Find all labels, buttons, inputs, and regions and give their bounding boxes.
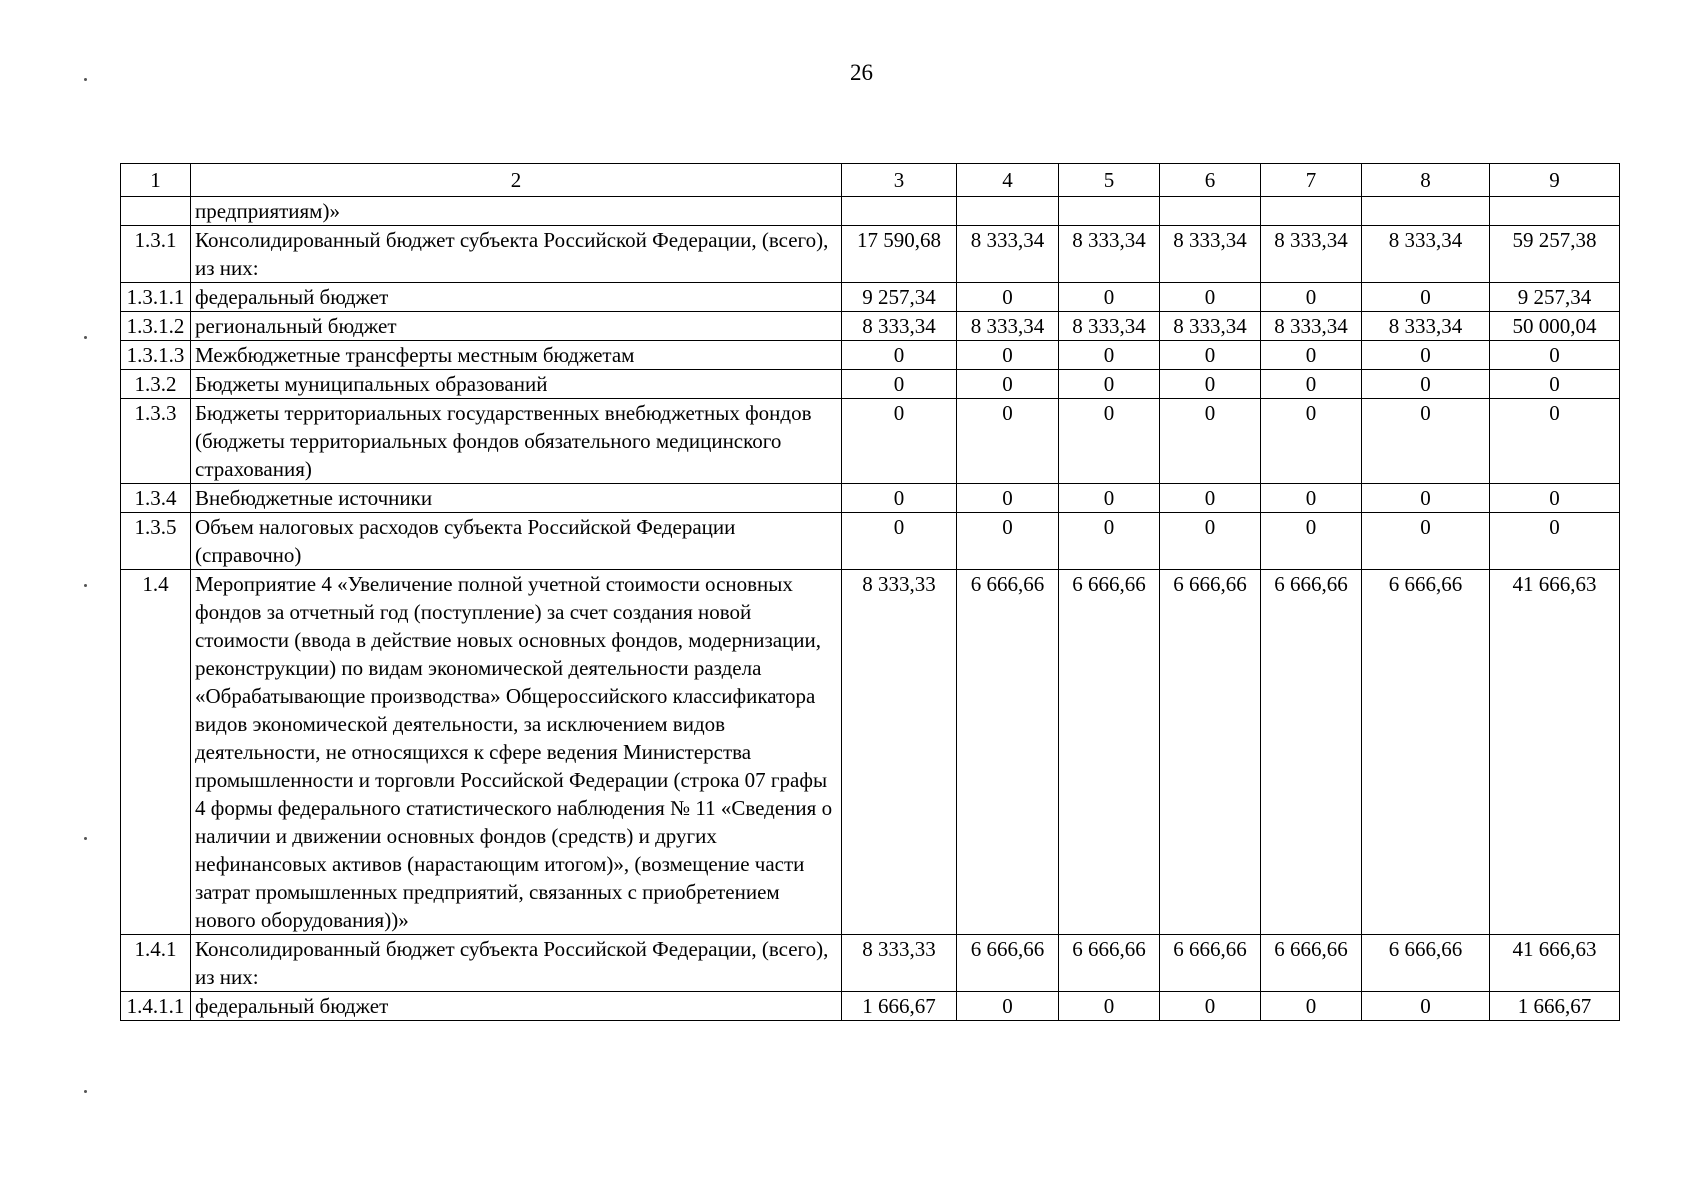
value-cell: 0 [957, 992, 1059, 1021]
value-cell: 9 257,34 [1490, 283, 1620, 312]
value-cell: 9 257,34 [842, 283, 957, 312]
value-cell: 0 [842, 513, 957, 570]
row-description: Консолидированный бюджет субъекта Российской Федерации, (всего), из них: [191, 935, 842, 992]
row-number: 1.3.4 [121, 484, 191, 513]
value-cell: 0 [1490, 399, 1620, 484]
value-cell: 0 [1490, 370, 1620, 399]
value-cell: 0 [1490, 484, 1620, 513]
value-cell: 8 333,34 [1362, 312, 1490, 341]
header-cell: 9 [1490, 164, 1620, 197]
value-cell: 1 666,67 [1490, 992, 1620, 1021]
value-cell: 6 666,66 [1362, 935, 1490, 992]
value-cell: 8 333,34 [1160, 312, 1261, 341]
value-cell: 0 [1362, 283, 1490, 312]
value-cell: 6 666,66 [957, 935, 1059, 992]
value-cell: 8 333,34 [1261, 312, 1362, 341]
row-number: 1.3.1 [121, 226, 191, 283]
value-cell: 0 [1160, 370, 1261, 399]
row-description: Бюджеты территориальных государственных внебюджетных фондов (бюджеты территориальных фондов обязательного медицинского страхования) [191, 399, 842, 484]
scan-speck [84, 336, 87, 339]
table-row [121, 513, 1620, 570]
value-cell: 0 [1362, 399, 1490, 484]
scan-speck [84, 584, 87, 587]
value-cell: 59 257,38 [1490, 226, 1620, 283]
value-cell: 0 [1261, 370, 1362, 399]
row-number: 1.3.1.1 [121, 283, 191, 312]
row-number: 1.4.1 [121, 935, 191, 992]
table-row [121, 312, 1620, 341]
row-description: Внебюджетные источники [191, 484, 842, 513]
value-cell: 0 [1490, 513, 1620, 570]
value-cell: 0 [1362, 370, 1490, 399]
value-cell: 0 [1059, 283, 1160, 312]
row-description: Консолидированный бюджет субъекта Российской Федерации, (всего), из них: [191, 226, 842, 283]
value-cell: 50 000,04 [1490, 312, 1620, 341]
row-number [121, 197, 191, 226]
header-row [121, 164, 1620, 197]
table-row [121, 370, 1620, 399]
value-cell: 0 [1261, 341, 1362, 370]
table-body [121, 197, 1620, 1021]
value-cell: 0 [1362, 513, 1490, 570]
budget-table [120, 163, 1620, 1021]
header-cell: 3 [842, 164, 957, 197]
table-row [121, 399, 1620, 484]
value-cell: 0 [842, 399, 957, 484]
value-cell: 8 333,34 [1059, 226, 1160, 283]
row-description: региональный бюджет [191, 312, 842, 341]
value-cell: 6 666,66 [957, 570, 1059, 935]
value-cell: 6 666,66 [1362, 570, 1490, 935]
scan-speck [84, 78, 87, 81]
value-cell: 8 333,34 [1160, 226, 1261, 283]
scan-speck [84, 1090, 87, 1093]
header-cell: 7 [1261, 164, 1362, 197]
value-cell: 8 333,34 [842, 312, 957, 341]
header-cell: 4 [957, 164, 1059, 197]
value-cell: 41 666,63 [1490, 570, 1620, 935]
value-cell: 8 333,34 [957, 312, 1059, 341]
row-description: Объем налоговых расходов субъекта Российской Федерации (справочно) [191, 513, 842, 570]
value-cell [1261, 197, 1362, 226]
value-cell: 41 666,63 [1490, 935, 1620, 992]
table-row [121, 484, 1620, 513]
row-description: предприятиям)» [191, 197, 842, 226]
table-header [121, 164, 1620, 197]
table-row [121, 935, 1620, 992]
table-row [121, 341, 1620, 370]
row-number: 1.3.1.3 [121, 341, 191, 370]
value-cell: 1 666,67 [842, 992, 957, 1021]
row-description: федеральный бюджет [191, 283, 842, 312]
value-cell: 8 333,33 [842, 570, 957, 935]
value-cell: 8 333,34 [1059, 312, 1160, 341]
value-cell [1160, 197, 1261, 226]
value-cell: 0 [957, 399, 1059, 484]
value-cell: 6 666,66 [1160, 570, 1261, 935]
value-cell [1059, 197, 1160, 226]
value-cell: 0 [1059, 370, 1160, 399]
table-row [121, 197, 1620, 226]
value-cell: 0 [1059, 341, 1160, 370]
value-cell: 0 [1160, 513, 1261, 570]
table-row [121, 283, 1620, 312]
value-cell: 0 [1362, 341, 1490, 370]
value-cell: 0 [842, 341, 957, 370]
scan-speck [84, 837, 87, 840]
table-row [121, 570, 1620, 935]
header-cell: 2 [191, 164, 842, 197]
row-description: федеральный бюджет [191, 992, 842, 1021]
value-cell: 0 [1059, 484, 1160, 513]
row-number: 1.3.1.2 [121, 312, 191, 341]
value-cell: 0 [1261, 283, 1362, 312]
header-cell: 5 [1059, 164, 1160, 197]
row-number: 1.4.1.1 [121, 992, 191, 1021]
value-cell: 8 333,34 [1261, 226, 1362, 283]
header-cell: 1 [121, 164, 191, 197]
value-cell: 0 [957, 341, 1059, 370]
value-cell: 0 [1059, 992, 1160, 1021]
page-number: 26 [850, 60, 873, 85]
value-cell: 0 [842, 484, 957, 513]
value-cell: 6 666,66 [1261, 570, 1362, 935]
value-cell: 0 [1490, 341, 1620, 370]
value-cell: 0 [1160, 484, 1261, 513]
value-cell: 6 666,66 [1059, 935, 1160, 992]
table-row [121, 226, 1620, 283]
value-cell: 0 [957, 370, 1059, 399]
value-cell: 0 [1160, 341, 1261, 370]
value-cell: 0 [1261, 399, 1362, 484]
row-number: 1.3.3 [121, 399, 191, 484]
row-number: 1.4 [121, 570, 191, 935]
table-row [121, 992, 1620, 1021]
value-cell: 0 [1059, 399, 1160, 484]
value-cell: 8 333,34 [957, 226, 1059, 283]
value-cell: 0 [957, 484, 1059, 513]
value-cell: 6 666,66 [1059, 570, 1160, 935]
row-number: 1.3.2 [121, 370, 191, 399]
value-cell: 0 [1160, 283, 1261, 312]
value-cell: 0 [1362, 484, 1490, 513]
value-cell: 8 333,33 [842, 935, 957, 992]
value-cell: 0 [957, 283, 1059, 312]
value-cell: 0 [957, 513, 1059, 570]
header-cell: 6 [1160, 164, 1261, 197]
value-cell: 0 [842, 370, 957, 399]
value-cell [842, 197, 957, 226]
row-description: Мероприятие 4 «Увеличение полной учетной стоимости основных фондов за отчетный год (поступление) за счет создания новой стоимости (ввода в действие новых основных фондов, модернизации, реконструкции) по видам экономической деятельности раздела «Обрабатывающие производства» Общероссийского классификатора видов экономической деятельности, за исключением видов деятельности, не относящихся к сфере ведения Министерства промышленности и торговли Российской Федерации (строка 07 графы 4 формы федерального статистического наблюдения № 11 «Сведения о наличии и движении основных фондов (средств) и других нефинансовых активов (нарастающим итогом)», (возмещение части затрат промышленных предприятий, связанных с приобретением нового оборудования))» [191, 570, 842, 935]
value-cell [1362, 197, 1490, 226]
value-cell: 0 [1261, 992, 1362, 1021]
value-cell: 0 [1160, 399, 1261, 484]
value-cell: 17 590,68 [842, 226, 957, 283]
row-description: Межбюджетные трансферты местным бюджетам [191, 341, 842, 370]
header-cell: 8 [1362, 164, 1490, 197]
value-cell [957, 197, 1059, 226]
value-cell: 6 666,66 [1261, 935, 1362, 992]
value-cell: 0 [1261, 513, 1362, 570]
row-number: 1.3.5 [121, 513, 191, 570]
value-cell: 0 [1059, 513, 1160, 570]
value-cell: 0 [1362, 992, 1490, 1021]
value-cell: 8 333,34 [1362, 226, 1490, 283]
value-cell: 0 [1160, 992, 1261, 1021]
row-description: Бюджеты муниципальных образований [191, 370, 842, 399]
value-cell: 0 [1261, 484, 1362, 513]
value-cell [1490, 197, 1620, 226]
value-cell: 6 666,66 [1160, 935, 1261, 992]
